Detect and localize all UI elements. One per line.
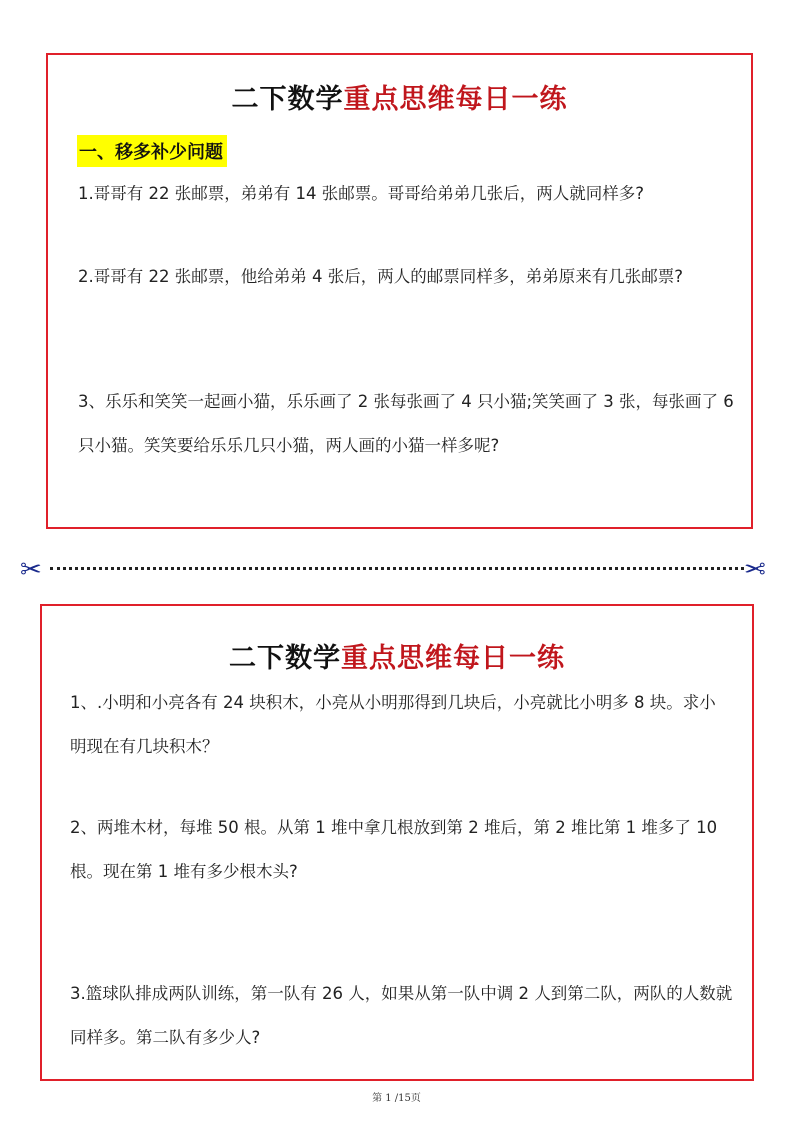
- section-heading: 一、移多补少问题: [77, 135, 227, 167]
- question-2: 2、两堆木材，每堆 50 根。从第 1 堆中拿几根放到第 2 堆后，第 2 堆比第 1 堆多了 10 根。现在第 1 堆有多少根木头?: [70, 818, 718, 881]
- question-2: 2.哥哥有 22 张邮票，他给弟弟 4 张后，两人的邮票同样多，弟弟原来有几张邮票?: [78, 267, 683, 286]
- question-3: 3.篮球队排成两队训练，第一队有 26 人，如果从第一队中调 2 人到第二队，两队的人数就同样多。第二队有多少人?: [70, 984, 733, 1047]
- question-3: 3、乐乐和笑笑一起画小猫，乐乐画了 2 张每张画了 4 只小猫;笑笑画了 3 张，每张画了 6 只小猫。笑笑要给乐乐几只小猫，两人画的小猫一样多呢?: [78, 392, 734, 455]
- scissors-icon: ✂: [744, 555, 766, 585]
- worksheet-card-1: [46, 53, 753, 529]
- worksheet-title: [48, 77, 751, 116]
- title-part-black: 二下数学: [229, 643, 341, 674]
- title-part-red: 重点思维每日一练: [341, 643, 565, 674]
- title-part-black: 二下数学: [231, 84, 344, 115]
- worksheet-card-2: [40, 604, 754, 1081]
- question-1: 1、.小明和小亮各有 24 块积木，小亮从小明那得到几块后，小亮就比小明多 8 块。求小明现在有几块积木？: [70, 693, 716, 756]
- title-part-red: 重点思维每日一练: [343, 84, 568, 115]
- page-number: 第 1 /15页: [372, 1093, 421, 1104]
- cut-line: [50, 567, 744, 570]
- scissors-icon: ✂: [20, 555, 42, 585]
- worksheet-title: [42, 636, 752, 675]
- question-1: 1.哥哥有 22 张邮票，弟弟有 14 张邮票。哥哥给弟弟几张后，两人就同样多?: [78, 184, 644, 203]
